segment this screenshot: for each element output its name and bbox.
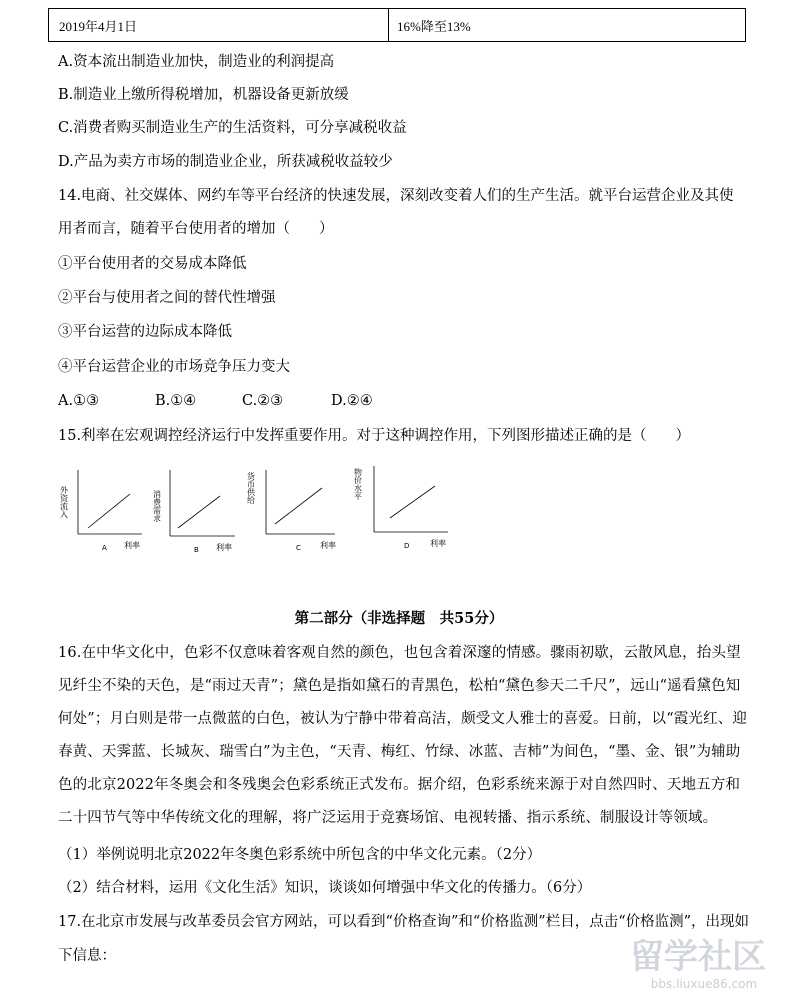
part2-title: 第二部分（非选择题 共55分） [294,610,504,627]
site-watermark [608,930,788,992]
graph-d-letter: D [404,542,410,550]
graph-c-ylabel: 货币供给 [246,472,256,504]
q17-line-2: 下信息： [58,948,116,964]
graph-d [354,466,449,550]
graph-c [246,470,337,552]
q15-graphs [60,466,480,566]
q14-statement-4: ④平台运营企业的市场竞争压力变大 [58,359,290,375]
q13-option-c: C.消费者购买制造业生产的生活资料，可分享减税收益 [58,120,407,136]
q16-line-2: 见纤尘不染的天色，是“雨过天青”；黛色是指如黛石的青黑色，松柏“黛色参天二千尺”，远山“遥看黛色知 [58,678,741,694]
q14-stem-line2: 用者而言，随着平台使用者的增加（ ） [58,221,334,237]
q14-statement-2: ②平台与使用者之间的替代性增强 [58,290,276,306]
graph-a-xlabel: 利率 [124,541,140,550]
q14-statement-3: ③平台运营的边际成本降低 [58,324,232,340]
tax-rate-table-row [48,8,746,42]
q14-stem-line1: 14.电商、社交媒体、网约车等平台经济的快速发展，深刻改变着人们的生产生活。就平台运营企业及其使 [58,188,734,204]
watermark-text: 留学社区 [630,937,766,977]
q14-options [58,393,373,409]
q16-line-5: 色的北京2022年冬奥会和冬残奥会色彩系统正式发布。据介绍，色彩系统来源于对自然四时、天地五方和 [58,777,741,793]
graph-c-xlabel: 利率 [320,541,336,550]
q16-subquestion-1: （1）举例说明北京2022年冬奥色彩系统中所包含的中华文化元素。（2分） [58,847,542,863]
q13-option-a: A.资本流出制造业加快，制造业的利润提高 [58,54,335,70]
q16-line-4: 春黄、天霁蓝、长城灰、瑞雪白”为主色，“天青、梅红、竹绿、冰蓝、吉柿”为间色，“墨、金、银”为辅助 [58,744,741,760]
q14-option-d: D.②④ [331,393,373,409]
graph-a-ylabel: 外资流入 [60,486,69,518]
table-cell-date: 2019年4月1日 [49,9,389,41]
q13-option-d: D.产品为卖方市场的制造业企业，所获减税收益较少 [58,154,393,170]
watermark-url: bbs.liuxue86.com [650,977,758,991]
q16-material [58,637,758,835]
graph-b [152,470,236,554]
q16-line-3: 何处”；月白则是带一点微蓝的白色，被认为宁静中带着高洁，颇受文人雅士的喜爱。日前，以“霞光红、迎 [58,711,748,727]
graph-d-ylabel: 物价水平 [353,468,363,500]
graph-a-letter: A [102,544,107,552]
graph-d-xlabel: 利率 [430,539,446,548]
q14-statement-1: ①平台使用者的交易成本降低 [58,256,247,272]
q17-line-1: 17.在北京市发展与改革委员会官方网站，可以看到“价格查询”和“价格监测”栏目，点击“价格监测”，出现如 [58,914,750,930]
q16-line-6: 二十四节气等中华传统文化的理解，将广泛运用于竞赛场馆、电视转播、指示系统、制服设计等领域。 [58,810,718,826]
graph-b-xlabel: 利率 [216,543,232,552]
q14-option-a: A.①③ [58,393,100,409]
graph-b-letter: B [194,546,199,554]
graph-c-letter: C [296,544,301,552]
q16-line-1: 16.在中华文化中，色彩不仅意味着客观自然的颜色，也包含着深邃的情感。骤雨初歇，云散风息，抬头望 [58,645,741,661]
graph-a [60,470,142,552]
table-cell-change: 16%降至13% [397,18,471,34]
q15-stem: 15.利率在宏观调控经济运行中发挥重要作用。对于这种调控作用，下列图形描述正确的是（ ） [58,428,691,444]
q13-option-b: B.制造业上缴所得税增加，机器设备更新放缓 [58,87,349,103]
q14-option-b: B.①④ [155,393,197,409]
q14-option-c: C.②③ [242,393,284,409]
graph-b-ylabel: 消费需求 [152,490,162,522]
q16-subquestion-2: （2）结合材料，运用《文化生活》知识，谈谈如何增强中华文化的传播力。（6分） [58,880,592,896]
